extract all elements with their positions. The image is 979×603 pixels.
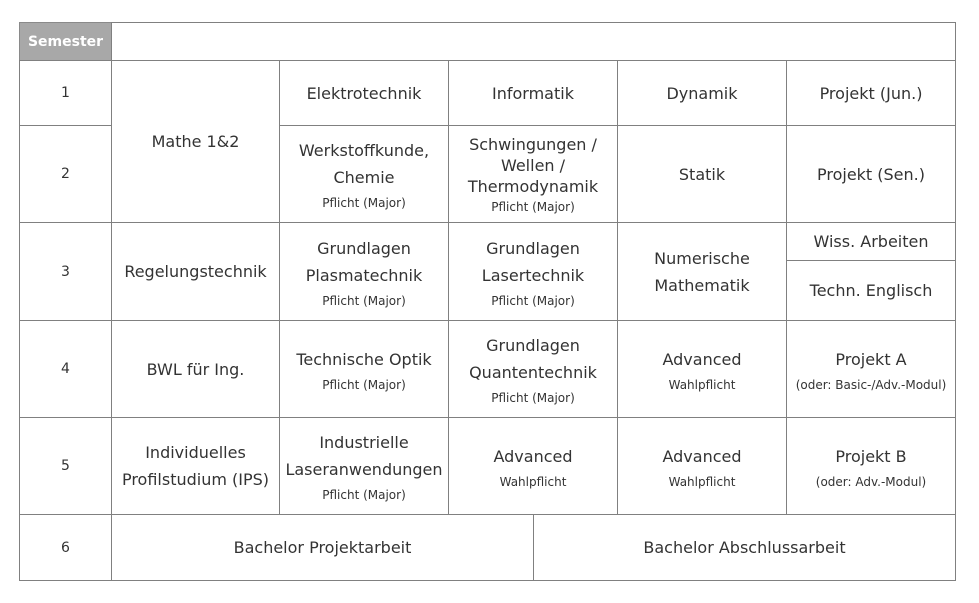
cell-advanced-5b-note: Wahlpflicht [668,474,736,489]
cell-schwingungen-line1: Schwingungen / [469,134,597,154]
cell-numerik [617,222,787,321]
cell-mathe [111,60,280,223]
cell-laseranwendungen-line1: Industrielle [319,433,409,452]
cell-werkstoffkunde [279,125,449,223]
semester-4: 4 [19,320,112,418]
cell-projekt-sen [786,125,956,223]
cell-bwl-text: BWL für Ing. [146,359,245,379]
cell-werkstoffkunde-note: Pflicht (Major) [322,196,406,210]
cell-schwingungen-line2: Wellen / [500,155,566,175]
cell-advanced-4 [617,320,787,418]
cell-techn-englisch-text: Techn. Englisch [809,281,933,300]
cell-statik-text: Statik [678,164,726,184]
cell-projekt-a [786,320,956,418]
cell-plasmatechnik-note: Pflicht (Major) [322,293,406,308]
cell-advanced-5a [448,417,618,515]
cell-dynamik [617,60,787,126]
cell-techn-englisch [786,260,956,321]
cell-informatik [448,60,618,126]
cell-laseranwendungen-note: Pflicht (Major) [322,488,406,502]
cell-quantentechnik-note: Pflicht (Major) [491,391,575,405]
cell-projekt-jun-text: Projekt (Jun.) [819,83,923,103]
cell-numerik-line2: Mathematik [654,275,750,295]
cell-advanced-5a-note: Wahlpflicht [499,474,567,489]
cell-advanced-4-text: Advanced [662,349,742,369]
cell-lasertechnik [448,222,618,321]
cell-numerik-line1: Numerische [654,248,750,268]
cell-ips-line2: Profilstudium (IPS) [121,470,270,489]
cell-werkstoffkunde-line1: Werkstoffkunde, [298,141,430,160]
cell-wiss-arbeiten [786,222,956,261]
cell-plasmatechnik-line2: Plasmatechnik [305,265,423,285]
cell-lasertechnik-line2: Lasertechnik [481,265,585,285]
cell-projekt-a-note: (oder: Basic-/Adv.-Modul) [795,377,947,392]
cell-advanced-5b-text: Advanced [662,446,742,466]
cell-elektrotechnik [279,60,449,126]
cell-advanced-5a-text: Advanced [493,446,573,466]
cell-lasertechnik-line1: Grundlagen [486,238,580,258]
cell-projekt-b [786,417,956,515]
cell-advanced-4-note: Wahlpflicht [668,377,736,392]
cell-informatik-text: Informatik [492,83,574,103]
cell-projekt-b-text: Projekt B [835,446,907,466]
cell-ips [111,417,280,515]
semester-3: 3 [19,222,112,321]
header-blank [111,22,956,61]
cell-plasmatechnik [279,222,449,321]
cell-laseranwendungen [279,417,449,515]
cell-lasertechnik-note: Pflicht (Major) [491,293,575,308]
cell-bachelor-abschlussarbeit-text: Bachelor Abschlussarbeit [643,538,846,557]
cell-bachelor-projektarbeit [111,514,534,581]
cell-schwingungen [448,125,618,223]
cell-ips-line1: Individuelles [145,443,246,462]
cell-wiss-arbeiten-text: Wiss. Arbeiten [813,232,929,251]
cell-advanced-5b [617,417,787,515]
cell-elektrotechnik-text: Elektrotechnik [306,83,422,103]
cell-schwingungen-line3: Thermodynamik [467,176,599,196]
semester-2: 2 [19,125,112,223]
cell-technische-optik-note: Pflicht (Major) [322,377,406,392]
cell-plasmatechnik-line1: Grundlagen [317,238,411,258]
cell-schwingungen-note: Pflicht (Major) [491,199,575,214]
cell-quantentechnik [448,320,618,418]
cell-projekt-sen-text: Projekt (Sen.) [816,164,925,184]
cell-dynamik-text: Dynamik [666,83,738,103]
cell-mathe-text: Mathe 1&2 [151,132,240,151]
cell-technische-optik-text: Technische Optik [296,349,432,369]
cell-projekt-jun [786,60,956,126]
semester-5: 5 [19,417,112,515]
cell-bwl [111,320,280,418]
cell-regelungstechnik-text: Regelungstechnik [124,262,267,281]
cell-statik [617,125,787,223]
semester-header: Semester [19,22,112,61]
semester-1: 1 [19,60,112,126]
semester-6: 6 [19,514,112,581]
cell-quantentechnik-line1: Grundlagen [486,336,580,355]
cell-werkstoffkunde-line2: Chemie [333,168,395,187]
cell-projekt-b-note: (oder: Adv.-Modul) [815,474,927,489]
cell-technische-optik [279,320,449,418]
cell-projekt-a-text: Projekt A [835,349,907,369]
cell-bachelor-abschlussarbeit [533,514,956,581]
cell-bachelor-projektarbeit-text: Bachelor Projektarbeit [233,538,412,557]
cell-quantentechnik-line2: Quantentechnik [469,363,597,382]
cell-regelungstechnik [111,222,280,321]
cell-laseranwendungen-line2: Laseranwendungen [285,460,443,479]
